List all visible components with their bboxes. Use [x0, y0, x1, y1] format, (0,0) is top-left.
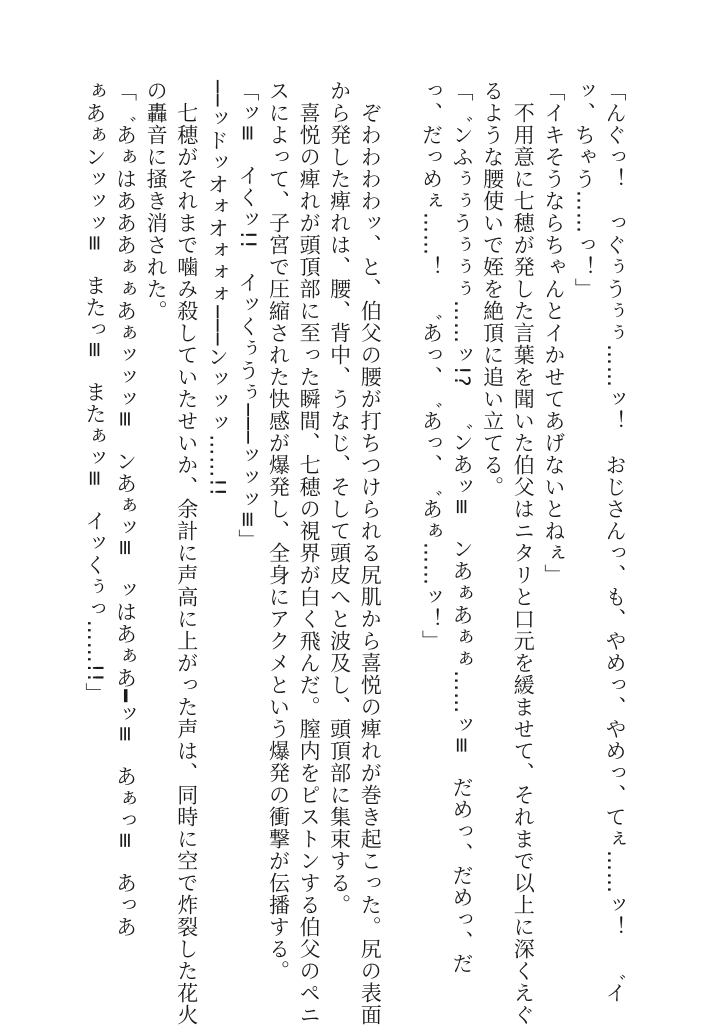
text-line: ぁあぁンッッッ≡ またっ≡ またぁッ≡ イッくぅっ……!!」: [82, 80, 107, 705]
text-line: 七穂がそれまで噛み殺していたせいか、余計に声高に上がった声は、同時に空で炸裂した花火: [174, 80, 199, 1026]
text-line: 「イキそうならちゃんとイかせてあげないとねぇ」: [541, 80, 566, 586]
text-line: ──ッドッオォオォォォ───ンッッッ……!!: [205, 80, 230, 498]
text-line: っ、だっめぇ……！ ゛あっ、゛あっ、゛あぁ……ッ！」: [419, 80, 444, 652]
text-line: 「゛ンふぅぅうぅぅぅ……ッ!? ゛ンあッ≡ ンあぁあぁぁ……ッ≡ だめっ、だめっ、だ: [450, 80, 475, 975]
text-line: ぞわわわわッ、と、伯父の腰が打ちつけられる尻肌から喜悦の痺れが巻き起こった。尻の表面: [358, 80, 383, 1026]
text-line: 喜悦の痺れが頭頂部に至った瞬間、七穂の視界が白く飛んだ。膣内をピストンする伯父のペニ: [297, 80, 322, 1026]
text-line: 「゛あぁはあああぁぁあぁッッッ≡ ンあぁッ≡ ッはあぁあ━ッ≡ あぁっ≡ あっあ: [113, 80, 138, 939]
blank-line: [385, 80, 416, 880]
text-line: 「んぐっ！ っぐぅうぅぅ……ッ！ おじさんっ、も、やめっ、やめっ、てぇ……ッ！ ゛イ: [603, 80, 627, 1004]
vertical-text-body: [79, 80, 630, 1026]
text-line: スによって、子宮で圧縮された快感が爆発し、全身にアクメという爆発の衝撃が伝播する。: [266, 80, 291, 982]
text-line: 「ッ≡ イくッ!! イッくぅうぅ───ッッッ≡」: [235, 80, 260, 551]
text-line: るような腰使いで姪を絶頂に追い立てる。: [480, 80, 505, 498]
text-line: から発した痺れは、腰、背中、うなじ、そして頭皮へと波及し、頭頂部に集束する。: [327, 80, 352, 916]
text-line: の轟音に掻き消された。: [144, 80, 169, 322]
text-line: 不用意に七穂が発した言葉を聞いた伯父はニタリと口元を緩ませて、それまで以上に深くえぐ: [511, 80, 536, 1026]
text-line: ッ、ちゃう……っ！」: [572, 80, 597, 300]
